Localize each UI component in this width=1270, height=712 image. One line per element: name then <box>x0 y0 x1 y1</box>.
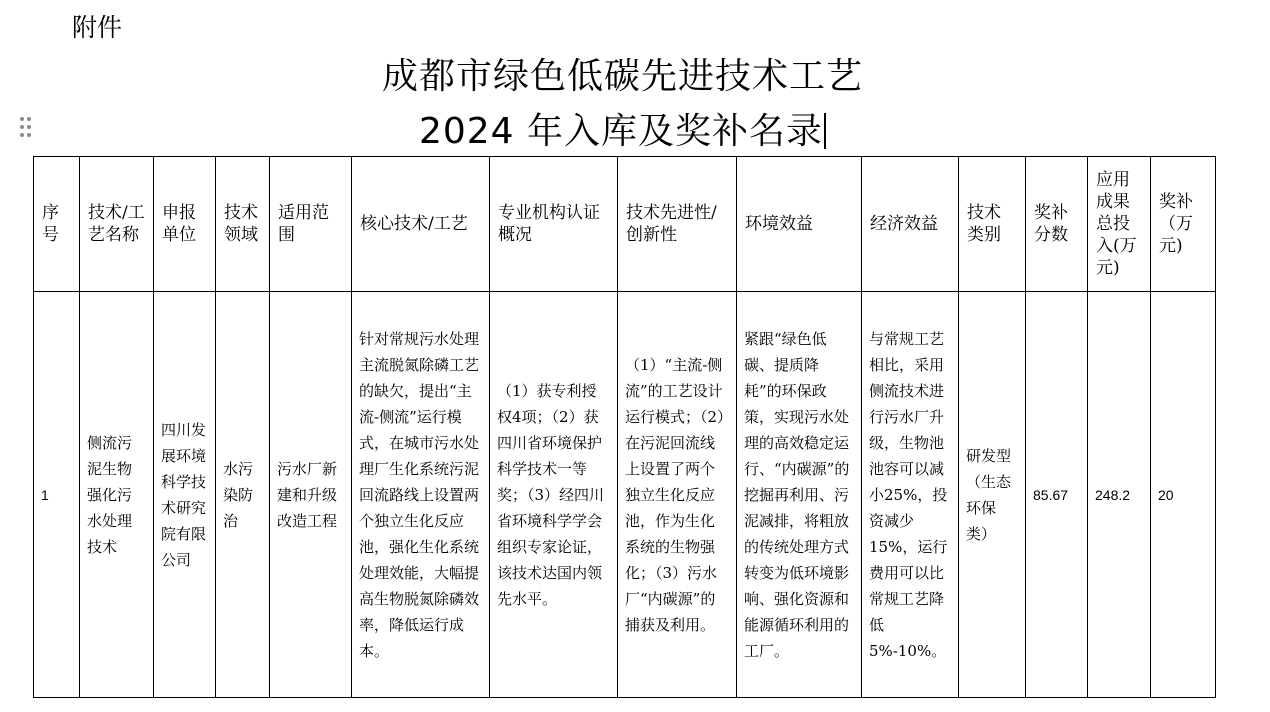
cell-applicant: 四川发展环境科学技术研究院有限公司 <box>154 292 216 698</box>
cell-certification: （1）获专利授权4项；（2）获四川省环境保护科学技术一等奖；（3）经四川省环境科学学会组织专家论证，该技术达国内领先水平。 <box>490 292 618 698</box>
header-score: 奖补分数 <box>1026 157 1088 292</box>
header-index: 序号 <box>34 157 80 292</box>
header-environmental: 环境效益 <box>737 157 862 292</box>
header-core-tech: 核心技术/工艺 <box>352 157 490 292</box>
header-scope: 适用范围 <box>270 157 352 292</box>
cell-investment: 248.2 <box>1088 292 1151 698</box>
header-subsidy: 奖补（万元) <box>1151 157 1216 292</box>
header-innovation: 技术先进性/创新性 <box>618 157 737 292</box>
cell-index: 1 <box>34 292 80 698</box>
cell-tech-name: 侧流污泥生物强化污水处理技术 <box>80 292 154 698</box>
document-title-line2-text: 2024 年入库及奖补名录 <box>418 111 824 152</box>
attachment-label: 附件 <box>72 13 123 42</box>
document-title-line2[interactable] <box>0 103 1245 154</box>
cell-field: 水污染防治 <box>216 292 270 698</box>
table-header-row <box>34 157 1216 292</box>
document-title-line1: 成都市绿色低碳先进技术工艺 <box>381 56 863 97</box>
header-field: 技术领域 <box>216 157 270 292</box>
cell-score: 85.67 <box>1026 292 1088 698</box>
cell-innovation: （1）“主流-侧流”的工艺设计运行模式；（2）在污泥回流线上设置了两个独立生化反应池，作为生化系统的生物强化；（3）污水厂“内碳源”的捕获及利用。 <box>618 292 737 698</box>
directory-table <box>33 156 1216 698</box>
cell-subsidy: 20 <box>1151 292 1216 698</box>
header-tech-name: 技术/工艺名称 <box>80 157 154 292</box>
header-category: 技术类别 <box>959 157 1026 292</box>
header-applicant: 申报单位 <box>154 157 216 292</box>
header-economic: 经济效益 <box>862 157 959 292</box>
table-row <box>34 292 1216 698</box>
header-investment: 应用成果总投入(万元) <box>1088 157 1151 292</box>
cell-environmental: 紧跟“绿色低碳、提质降耗”的环保政策，实现污水处理的高效稳定运行、“内碳源”的挖掘再利用、污泥减排，将粗放的传统处理方式转变为低环境影响、强化资源和能源循环利用的工厂。 <box>737 292 862 698</box>
cell-scope: 污水厂新建和升级改造工程 <box>270 292 352 698</box>
header-certification: 专业机构认证概况 <box>490 157 618 292</box>
cell-core-tech: 针对常规污水处理主流脱氮除磷工艺的缺欠，提出“主流-侧流”运行模式，在城市污水处理厂生化系统污泥回流路线上设置两个独立生化反应池，强化生化系统处理效能，大幅提高生物脱氮除磷效率，降低运行成本。 <box>352 292 490 698</box>
cell-category: 研发型（生态环保类） <box>959 292 1026 698</box>
cell-economic: 与常规工艺相比，采用侧流技术进行污水厂升级，生物池池容可以减小25%，投资减少15%，运行费用可以比常规工艺降低5%-10%。 <box>862 292 959 698</box>
text-cursor <box>824 113 826 149</box>
